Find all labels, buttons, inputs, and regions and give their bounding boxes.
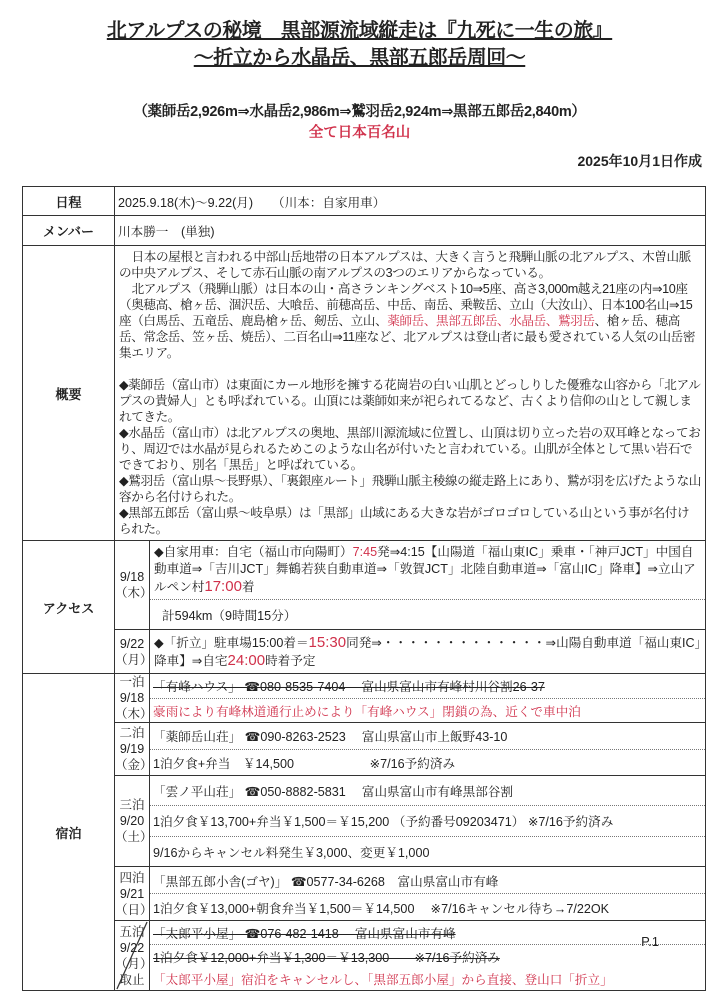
lodging-lines: [150, 776, 705, 866]
cancelled-note: 取止: [119, 972, 145, 987]
lodging-line: [150, 776, 705, 805]
overview-para: [119, 425, 701, 473]
member-value: 川本勝一 (単独): [115, 216, 706, 246]
lodging-line: [150, 674, 705, 698]
text-segment: 北アルプス（飛騨山脈）は日本の山・高さランキングベスト10⇒5座、高さ3,000m越え21座の内⇒10座（奥穂高、槍ヶ岳、涸沢岳、大喰岳、前穂高岳、中岳、南岳、乗鞍岳、立山（大汝山）、日本100名山⇒15座（白馬岳、五竜岳、鹿島槍ヶ岳、剱岳、立山、: [119, 282, 693, 328]
night-details: [150, 921, 706, 991]
text-segment: 発⇒4:15【山陽道「福山東IC」乗車・「神戸JCT」中国自動車道⇒「吉川JCT」舞鶴若狭自動車道⇒「敦賀JCT」北陸自動車道⇒「富山IC」降車】⇒立山アルペン村: [154, 545, 696, 594]
date: 9/19: [119, 742, 145, 756]
lodging-line: [150, 944, 705, 968]
lodging-line: [150, 723, 705, 749]
plan-table: [22, 186, 706, 991]
highlight-text: 豪雨により有峰林道通行止めにより「有峰ハウス」閉鎖の為、近くで車中泊: [153, 704, 581, 719]
night-date: [115, 723, 153, 776]
text-segment: 「雲ノ平山荘」 ☎050-8882-5831 富山県富山市有峰黒部谷割: [153, 785, 513, 800]
access-day1-date: [115, 541, 153, 630]
row-lodging-2: [23, 776, 706, 867]
night-details: [150, 776, 706, 867]
lodging-line-text: [153, 781, 513, 800]
text-segment: ◆「折立」駐車場15:00着＝: [154, 635, 309, 650]
highlight-text: 17:00: [204, 578, 242, 595]
overview-para: [119, 377, 701, 425]
row-lodging-0: [23, 674, 706, 723]
weekday: （土）: [115, 830, 153, 844]
lodging-lines: [150, 674, 705, 722]
access-day2-date: [115, 630, 153, 674]
lodging-line: [150, 749, 705, 776]
highlight-text: 24:00: [227, 651, 266, 669]
title-line-1: 北アルプスの秘境 黒部源流域縦走は『九死に一生の旅』: [106, 20, 613, 42]
night-number: 一泊: [119, 675, 145, 689]
lodging-line-text: [153, 898, 609, 917]
overview-para: [119, 473, 701, 505]
hyakumeizan-note: 全て日本百名山: [308, 125, 411, 141]
lodging-line: [150, 867, 705, 893]
lodging-line-text: [153, 871, 498, 890]
highlight-text: 7:45: [352, 545, 378, 559]
date: 9/21: [119, 886, 145, 901]
night-details: [150, 867, 706, 921]
night-date-cancelled: [115, 921, 153, 991]
row-access-day1: [23, 541, 706, 630]
lodging-line: [150, 836, 705, 866]
overview-para: [119, 281, 701, 361]
struck-text: 「太郎平小屋」 ☎076-482-1418 富山県富山市有峰: [153, 926, 456, 941]
access-total: 計594km（9時間15分）: [150, 599, 705, 629]
lodging-lines: [150, 867, 705, 920]
row-access-day2: [23, 630, 706, 674]
highlight-text: 薬師岳、黒部五郎岳、水晶岳、鷲羽岳: [387, 314, 595, 328]
row-lodging-1: [23, 723, 706, 776]
access-day2-route: [150, 630, 706, 674]
overview-text: [115, 246, 706, 541]
night-date: [115, 776, 153, 867]
title-line-2: ～折立から水晶岳、黒部五郎岳周回～: [193, 47, 526, 69]
member-label: メンバー: [23, 216, 115, 246]
lodging-line-text: [153, 923, 456, 942]
access-day1-cell: [150, 541, 706, 630]
created-date: 2025年10月1日作成: [577, 153, 702, 169]
lodging-line: [150, 967, 705, 990]
text-segment: 着: [241, 580, 255, 594]
text-segment: 1泊夕食+弁当 ￥14,500 ※7/16予約済み: [153, 756, 456, 771]
lodging-line-text: [153, 842, 429, 861]
night-date: [115, 674, 153, 723]
text-segment: ◆鷲羽岳（富山県～長野県）、「裏銀座ルート」飛騨山脈主稜線の縦走路上にあり、鷲が羽を広げたような山容から名付けられた。: [119, 474, 701, 504]
lodging-line-text: [153, 701, 581, 720]
page-number: P.1: [641, 934, 659, 949]
text-segment: ◆黒部五郎岳（富山県～岐阜県）は「黒部」山域にある大きな岩がゴロゴロしている山という事が名付けられた。: [119, 506, 690, 536]
date: 9/22: [119, 636, 145, 651]
text-segment: 「黒部五郎小舎(ゴヤ)」 ☎0577-34-6268 富山県富山市有峰: [153, 874, 499, 889]
lodging-line-text: [153, 676, 545, 695]
weekday: （金）: [115, 758, 153, 772]
lodging-lines: [150, 921, 705, 990]
weekday: （木）: [115, 707, 153, 721]
row-lodging-3: [23, 867, 706, 921]
overview-para: [119, 249, 701, 281]
highlight-text: 15:30: [308, 633, 347, 651]
struck-text: 「有峰ハウス」 ☎080-8535-7404 富山県富山市有峰村川谷割26-37: [153, 680, 545, 695]
text-segment: 日本の屋根と言われる中部山岳地帯の日本アルプスは、大きく言うと飛騨山脈の北アルプス、木曽山脈の中央アルプス、そして赤石山脈の南アルプスの3つのエリアからなっている。: [119, 250, 691, 280]
night-number: 五泊: [119, 924, 145, 939]
date: 9/20: [119, 814, 145, 828]
lodging-line-text: [153, 726, 507, 745]
text-segment: 1泊夕食￥13,000+朝食弁当￥1,500＝￥14,500 ※7/16キャンセル待ち→7/22OK: [153, 901, 610, 916]
night-details: [150, 674, 706, 723]
lodging-line: [150, 698, 705, 723]
weekday: （木）: [115, 586, 153, 600]
night-date: [115, 867, 153, 921]
schedule-value: 2025.9.18(木)～9.22(月) （川本：自家用車）: [115, 187, 706, 216]
text-segment: 同発⇒・・・・・・・・・・・・・⇒山陽自動車道「福山東IC」降車】⇒自宅: [154, 635, 701, 668]
overview-label: 概要: [23, 246, 115, 541]
text-segment: ◆水晶岳（富山市）は北アルプスの奥地、黒部川源流域に位置し、山頂は切り立った岩の双耳峰となっており、周辺では水晶が見られるためこのような山名が付いたと言われている。山肌が全体として黒い岩石でできており、別名「黒岳」と呼ばれている。: [119, 426, 701, 472]
weekday: （日）: [115, 902, 153, 917]
text-segment: ◆薬師岳（富山市）は東面にカール地形を擁する花崗岩の白い山肌とどっしりした優雅な山容から「北アルプスの貴婦人」とも呼ばれている。山頂には薬師如来が祀られてるなど、古くより信仰の山として親しまれてきた。: [119, 378, 701, 424]
lodging-line-text: [153, 969, 613, 988]
overview-para: [119, 505, 701, 537]
lodging-line-text: [153, 811, 613, 830]
lodging-line: [150, 921, 705, 944]
lodging-lines: [150, 723, 705, 775]
row-lodging-4: [23, 921, 706, 991]
text-segment: ◆自家用車：自宅（福山市向陽町）: [154, 545, 353, 559]
lodging-line-text: [153, 753, 455, 772]
access-day1-route: [150, 541, 705, 599]
lodging-line-text: [153, 947, 500, 966]
highlight-text: 「太郎平小屋」宿泊をキャンセルし、「黒部五郎小屋」から直接、登山口「折立」: [153, 973, 613, 988]
peaks-summary: （薬師岳2,926m⇒水晶岳2,986m⇒鷲羽岳2,924m⇒黒部五郎岳2,840m）: [133, 104, 586, 120]
night-details: [150, 723, 706, 776]
row-schedule: [23, 187, 706, 216]
text-segment: 時着予定: [265, 653, 316, 668]
date: 9/18: [119, 570, 145, 584]
weekday: （月）: [115, 652, 153, 667]
lodging-line: [150, 893, 705, 920]
night-number: 四泊: [119, 870, 145, 885]
access-label: アクセス: [23, 541, 115, 674]
schedule-label: 日程: [23, 187, 115, 216]
night-number: 二泊: [119, 726, 145, 740]
lodging-line: [150, 805, 705, 835]
text-segment: 9/16からキャンセル料発生￥3,000、変更￥1,000: [153, 845, 430, 860]
cancel-slash-icon: [115, 921, 149, 990]
row-member: [23, 216, 706, 246]
row-overview: [23, 246, 706, 541]
text-segment: 1泊夕食￥13,700+弁当￥1,500＝￥15,200 （予約番号09203471） ※7/16予約済み: [153, 815, 614, 830]
weekday: （月）: [115, 956, 153, 971]
night-number: 三泊: [119, 798, 145, 812]
date: 9/18: [119, 691, 145, 705]
text-segment: 、槍ヶ岳、穂高岳、常念岳、笠ヶ岳、焼岳）、二百名山⇒11座など、北アルプスは登山者に最も愛されている人気の山岳密集エリア。: [119, 314, 696, 360]
struck-text: 1泊夕食￥12,000+弁当￥1,300＝￥13,300 ※7/16予約済み: [153, 950, 500, 965]
lodging-label: 宿泊: [23, 674, 115, 991]
date: 9/22: [119, 940, 145, 955]
text-segment: 「薬師岳山荘」 ☎090-8263-2523 富山県富山市上飯野43-10: [153, 730, 508, 745]
